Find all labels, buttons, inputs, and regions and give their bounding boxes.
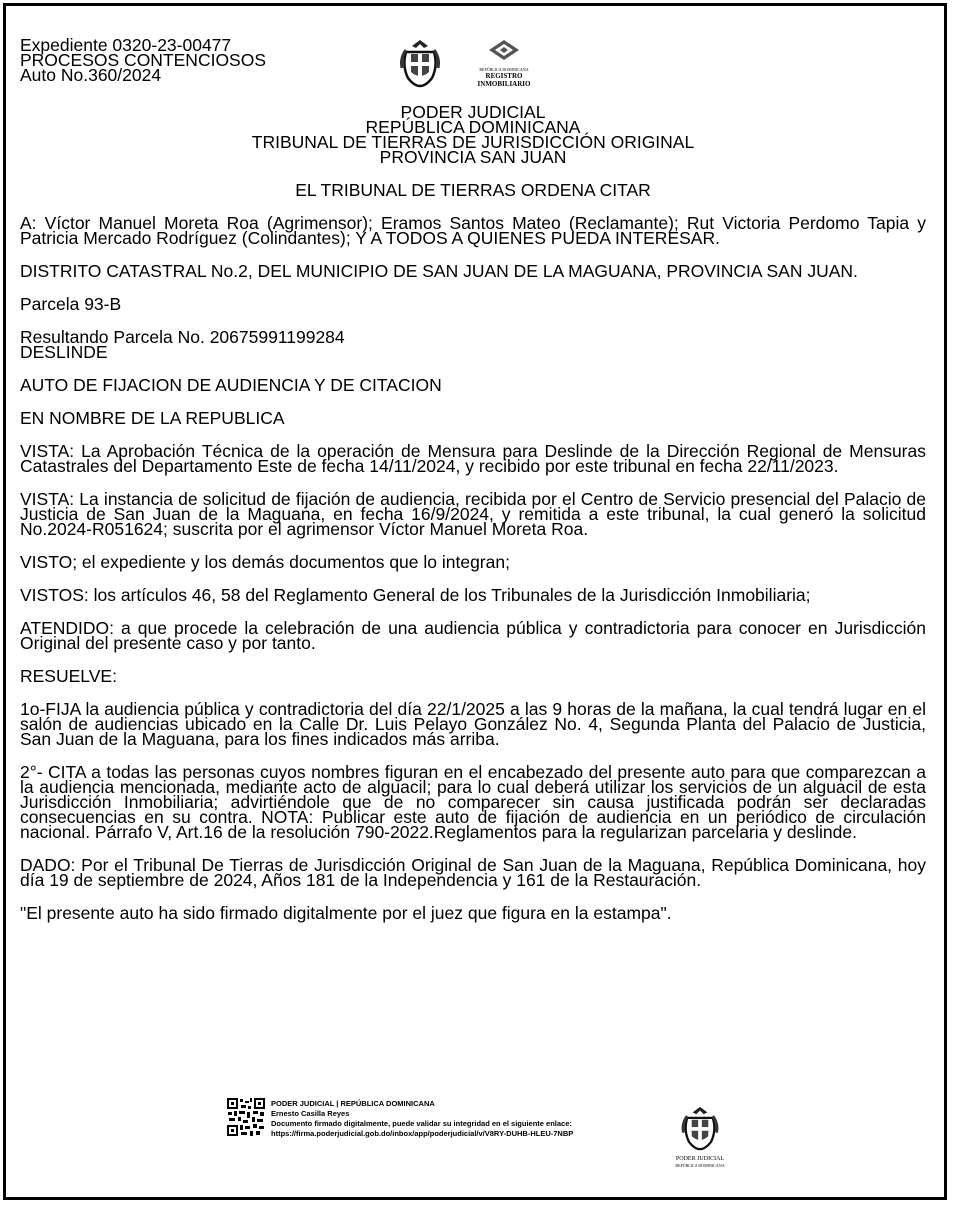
registro-logo-text1: REGISTRO — [485, 72, 523, 80]
vistos-paragraph: VISTOS: los artículos 46, 58 del Reglamento General de los Tribunales de la Jurisdicción Inmobiliaria; — [20, 585, 811, 605]
title-line-1: PODER JUDICIAL — [400, 102, 546, 122]
resultando-line: Resultando Parcela No. 20675991199284 — [20, 327, 345, 347]
vista-1-paragraph: VISTA: La Aprobación Técnica de la operación de Mensura para Deslinde de la Dirección Regional de Mensuras Catastrales del Departamento Este de fecha 14/11/2024, y recibido por este tribunal en fecha 22/11/2023. — [20, 441, 926, 476]
auto-heading: AUTO DE FIJACION DE AUDIENCIA Y DE CITACION — [20, 375, 442, 395]
dado-paragraph: DADO: Por el Tribunal De Tierras de Jurisdicción Original de San Juan de la Maguana, República Dominicana, hoy día 19 de septiembre de 2024, Años 181 de la Independencia y 161 de la Restauración. — [20, 855, 926, 890]
seal-caption-1: PODER JUDICIAL — [675, 1156, 725, 1162]
signature-validation-text: Documento firmado digitalmente, puede validar su integridad en el siguiente enlace: — [271, 1119, 572, 1128]
registro-logo-small: REPÚBLICA DOMINICANA — [479, 67, 529, 72]
resultando-paragraph — [20, 327, 926, 362]
poder-judicial-seal — [674, 1105, 726, 1168]
procesos-label: PROCESOS CONTENCIOSOS — [20, 50, 267, 70]
digital-signature-block — [226, 1097, 926, 1177]
atendido-paragraph: ATENDIDO: a que procede la celebración de una audiencia pública y contradictoria para conocer en Jurisdicción Original del presente caso y por tanto. — [20, 618, 926, 653]
signer-name: Ernesto Casilla Reyes — [271, 1109, 350, 1118]
title-line-4: PROVINCIA SAN JUAN — [379, 147, 567, 167]
signature-line-1: PODER JUDICIAL | REPÚBLICA DOMINICANA — [271, 1099, 435, 1108]
vista-2-paragraph: VISTA: La instancia de solicitud de fijación de audiencia, recibida por el Centro de Servicio presencial del Palacio de Justicia de San Juan de la Maguana, en fecha 16/9/2024, y remitida a este tribunal, la cual generó la solicitud No.2024-R051624; suscrita por el agrimensor Víctor Manuel Moreta Roa. — [20, 489, 926, 539]
seal-caption-2: REPÚBLICA DOMINICANA — [675, 1163, 725, 1168]
title-line-3: TRIBUNAL DE TIERRAS DE JURISDICCIÓN ORIGINAL — [251, 132, 695, 152]
auto-number: Auto No.360/2024 — [20, 65, 162, 85]
firma-note: "El presente auto ha sido firmado digitalmente por el juez que figura en la estampa". — [20, 903, 672, 923]
qr-code-icon — [226, 1097, 266, 1137]
visto-paragraph: VISTO; el expediente y los demás documentos que lo integran; — [20, 552, 510, 572]
resuelve-heading: RESUELVE: — [20, 666, 117, 686]
order-heading: EL TRIBUNAL DE TIERRAS ORDENA CITAR — [295, 180, 651, 200]
expediente-number: Expediente 0320-23-00477 — [20, 35, 232, 55]
addressees-paragraph: A: Víctor Manuel Moreta Roa (Agrimensor); Eramos Santos Mateo (Reclamante); Rut Victoria Perdomo Tapia y Patricia Mercado Rodríguez (Colindantes); Y A TODOS A QUIENES PUEDA INTERESAR. — [20, 213, 926, 248]
signature-validation-link[interactable]: https://firma.poderjudicial.gob.do/inbox/app/poderjudicial/v/V8RY-DUHB-HLEU-7NBP — [271, 1129, 574, 1138]
deslinde-line: DESLINDE — [20, 342, 108, 362]
parcel-paragraph: Parcela 93-B — [20, 294, 122, 314]
court-title — [20, 102, 926, 167]
title-line-2: REPÚBLICA DOMINICANA — [365, 117, 581, 137]
fija-paragraph: 1o-FIJA la audiencia pública y contradictoria del día 22/1/2025 a las 9 horas de la mañana, la cual tendrá lugar en el salón de audiencias ubicado en la Calle Dr. Luis Pelayo González No. 4, Segunda Planta del Palacio de Justicia, San Juan de la Maguana, para los fines indicados más arriba. — [20, 699, 926, 749]
cita-paragraph: 2°- CITA a todas las personas cuyos nombres figuran en el encabezado del presente auto para que comparezcan a la audiencia mencionada, mediante acto de alguacil; para lo cual deberá utilizar los servicios de un alguacil de esta Jurisdicción Inmobiliaria; advirtiéndole que de no comparecer sin causa justificada podrán ser declaradas consecuencias en su contra. NOTA: Publicar este auto de fijación de audiencia en un periódico de circulación nacional. Párrafo V, Art.16 de la resolución 790-2022.Reglamentos para la regularizan parcelaria y deslinde. — [20, 762, 926, 842]
coat-of-arms-icon — [678, 1105, 722, 1151]
district-paragraph: DISTRITO CATASTRAL No.2, DEL MUNICIPIO DE SAN JUAN DE LA MAGUANA, PROVINCIA SAN JUAN. — [20, 261, 858, 281]
signature-text — [271, 1099, 573, 1139]
en-nombre-heading: EN NOMBRE DE LA REPUBLICA — [20, 408, 285, 428]
registro-logo-text2: INMOBILIARIO — [477, 80, 531, 88]
document-content — [20, 35, 926, 923]
